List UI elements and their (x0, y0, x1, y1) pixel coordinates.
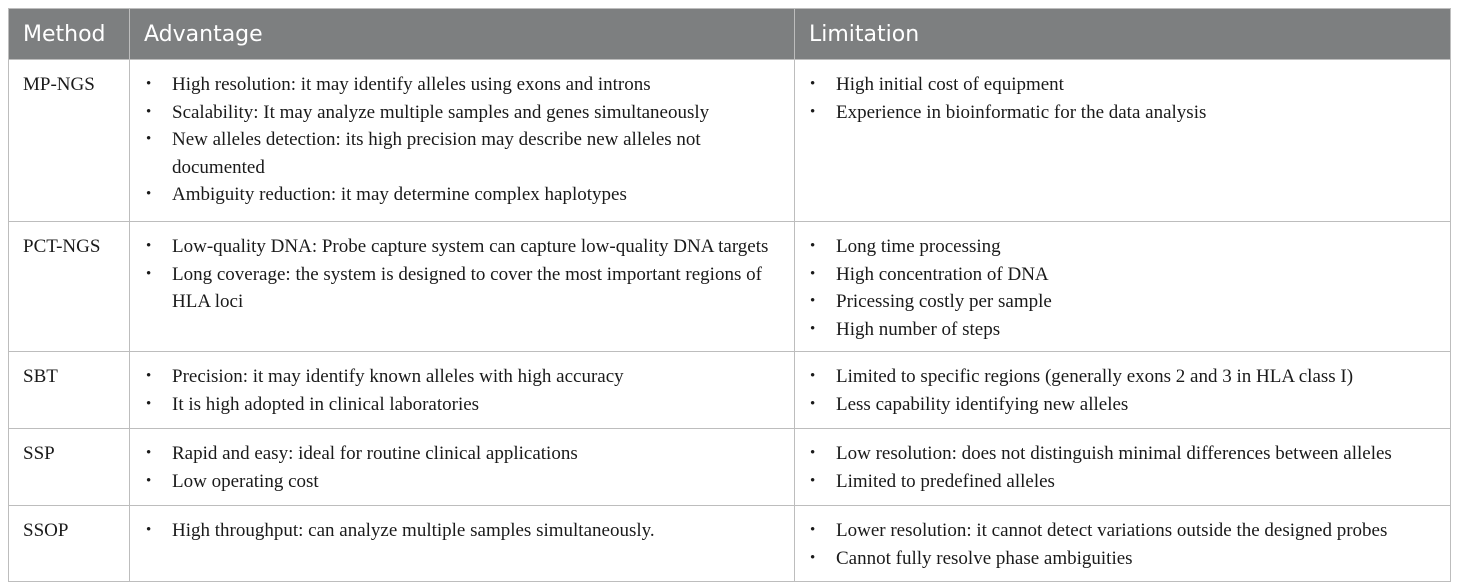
advantage-list (142, 71, 784, 209)
header-advantage: Advantage (130, 9, 795, 60)
limitation-cell (795, 352, 1451, 429)
method-cell: MP-NGS (9, 60, 130, 222)
limitation-list (806, 517, 1440, 572)
list-item: • Experience in bioinformatic for the data analysis (806, 99, 1440, 127)
limitation-list (806, 233, 1440, 343)
list-item: • High initial cost of equipment (806, 71, 1440, 99)
header-row (9, 9, 1451, 60)
limitation-cell (795, 506, 1451, 582)
advantage-list (142, 517, 784, 545)
advantage-list (142, 363, 784, 418)
list-item: • High resolution: it may identify alleles using exons and introns (142, 71, 784, 99)
list-item: • Rapid and easy: ideal for routine clinical applications (142, 440, 784, 468)
list-item: • Scalability: It may analyze multiple samples and genes simultaneously (142, 99, 784, 127)
limitation-list (806, 71, 1440, 126)
comparison-table (8, 8, 1451, 582)
list-item: • New alleles detection: its high precision may describe new alleles not documented (142, 126, 784, 181)
header-method: Method (9, 9, 130, 60)
limitation-cell (795, 60, 1451, 222)
advantage-list (142, 233, 784, 316)
list-item: • Limited to specific regions (generally exons 2 and 3 in HLA class I) (806, 363, 1440, 391)
list-item: • Precision: it may identify known alleles with high accuracy (142, 363, 784, 391)
table-row (9, 506, 1451, 582)
table-row (9, 429, 1451, 506)
advantage-cell (130, 352, 795, 429)
method-cell: SBT (9, 352, 130, 429)
advantage-cell (130, 506, 795, 582)
list-item: • Pricessing costly per sample (806, 288, 1440, 316)
method-cell: PCT-NGS (9, 222, 130, 352)
list-item: • Low-quality DNA: Probe capture system can capture low-quality DNA targets (142, 233, 784, 261)
list-item: • Low resolution: does not distinguish minimal differences between alleles (806, 440, 1440, 468)
limitation-list (806, 363, 1440, 418)
table-row (9, 352, 1451, 429)
list-item: • Low operating cost (142, 468, 784, 496)
list-item: • Lower resolution: it cannot detect variations outside the designed probes (806, 517, 1440, 545)
method-cell: SSP (9, 429, 130, 506)
list-item: • Cannot fully resolve phase ambiguities (806, 545, 1440, 573)
advantage-cell (130, 60, 795, 222)
list-item: • Limited to predefined alleles (806, 468, 1440, 496)
limitation-list (806, 440, 1440, 495)
header-limitation: Limitation (795, 9, 1451, 60)
list-item: • It is high adopted in clinical laboratories (142, 391, 784, 419)
advantage-list (142, 440, 784, 495)
method-cell: SSOP (9, 506, 130, 582)
list-item: • Less capability identifying new alleles (806, 391, 1440, 419)
list-item: • High number of steps (806, 316, 1440, 344)
limitation-cell (795, 429, 1451, 506)
table-row (9, 60, 1451, 222)
table-row (9, 222, 1451, 352)
list-item: • Ambiguity reduction: it may determine complex haplotypes (142, 181, 784, 209)
advantage-cell (130, 222, 795, 352)
limitation-cell (795, 222, 1451, 352)
advantage-cell (130, 429, 795, 506)
list-item: • High throughput: can analyze multiple samples simultaneously. (142, 517, 784, 545)
list-item: • High concentration of DNA (806, 261, 1440, 289)
list-item: • Long time processing (806, 233, 1440, 261)
list-item: • Long coverage: the system is designed to cover the most important regions of HLA loci (142, 261, 784, 316)
